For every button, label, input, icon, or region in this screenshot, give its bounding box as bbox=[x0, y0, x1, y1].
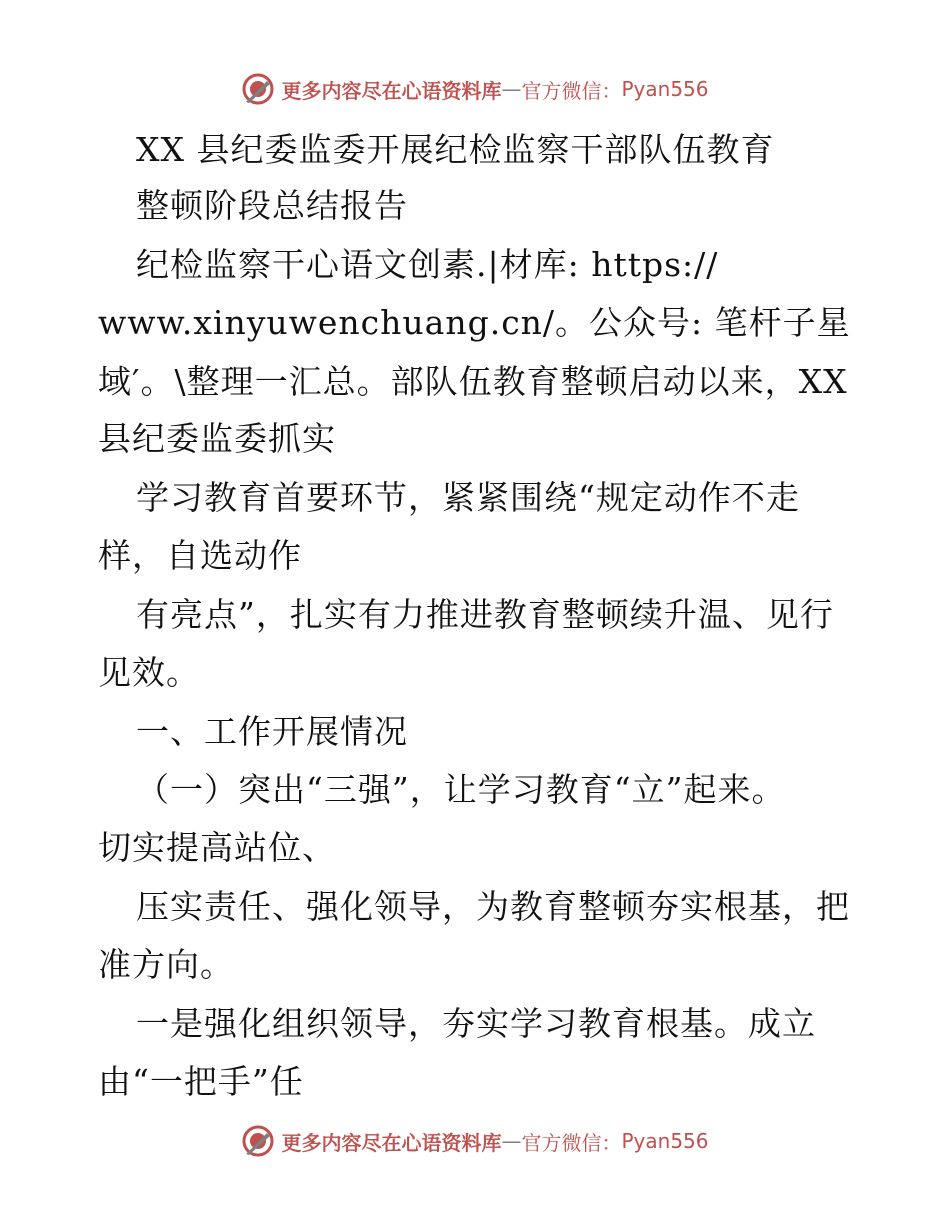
doc-line: 有亮点”，扎实有力推进教育整顿续升温、见行 bbox=[136, 595, 834, 634]
watermark-id: Pyan556 bbox=[621, 1129, 709, 1153]
watermark-id: Pyan556 bbox=[621, 77, 709, 101]
doc-line: 学习教育首要环节，紧紧围绕“规定动作不走 bbox=[136, 478, 800, 517]
doc-line: 见效。 bbox=[98, 653, 200, 692]
doc-line: 样，自选动作 bbox=[98, 536, 302, 575]
watermark-text: 更多内容尽在心语资料库 bbox=[281, 1130, 502, 1155]
doc-line: 切实提高站位、 bbox=[98, 828, 336, 867]
doc-line: 纪检监察干心语文创素.|材库: https:// bbox=[136, 245, 719, 284]
doc-title-line-2: 整顿阶段总结报告 bbox=[136, 186, 408, 225]
doc-line: 由“一把手”任 bbox=[98, 1062, 304, 1101]
watermark-separator: — bbox=[501, 77, 522, 101]
watermark-label: 官方微信： bbox=[521, 78, 622, 103]
footer-watermark bbox=[0, 1124, 950, 1158]
subsection-heading: （一）突出“三强”，让学习教育“立”起来。 bbox=[136, 770, 786, 809]
section-heading: 一、工作开展情况 bbox=[136, 712, 408, 751]
doc-line: 准方向。 bbox=[98, 945, 234, 984]
watermark-text: 更多内容尽在心语资料库 bbox=[281, 78, 502, 103]
doc-line: 县纪委监委抓实 bbox=[98, 419, 336, 458]
doc-line: 一是强化组织领导，夯实学习教育根基。成立 bbox=[136, 1004, 816, 1043]
pen-logo-icon bbox=[241, 72, 275, 106]
doc-title-line-1: XX 县纪委监委开展纪检监察干部队伍教育 bbox=[136, 130, 775, 169]
doc-line: 域′。\整理一汇总。部队伍教育整顿启动以来，XX bbox=[98, 362, 848, 401]
header-watermark bbox=[0, 72, 950, 106]
doc-line: 压实责任、强化领导，为教育整顿夯实根基，把 bbox=[136, 887, 850, 926]
watermark-separator: — bbox=[501, 1129, 522, 1153]
doc-line: www.xinyuwenchuang.cn/。公众号: 笔杆子星 bbox=[98, 303, 851, 342]
pen-logo-icon bbox=[241, 1124, 275, 1158]
watermark-label: 官方微信： bbox=[521, 1130, 622, 1155]
